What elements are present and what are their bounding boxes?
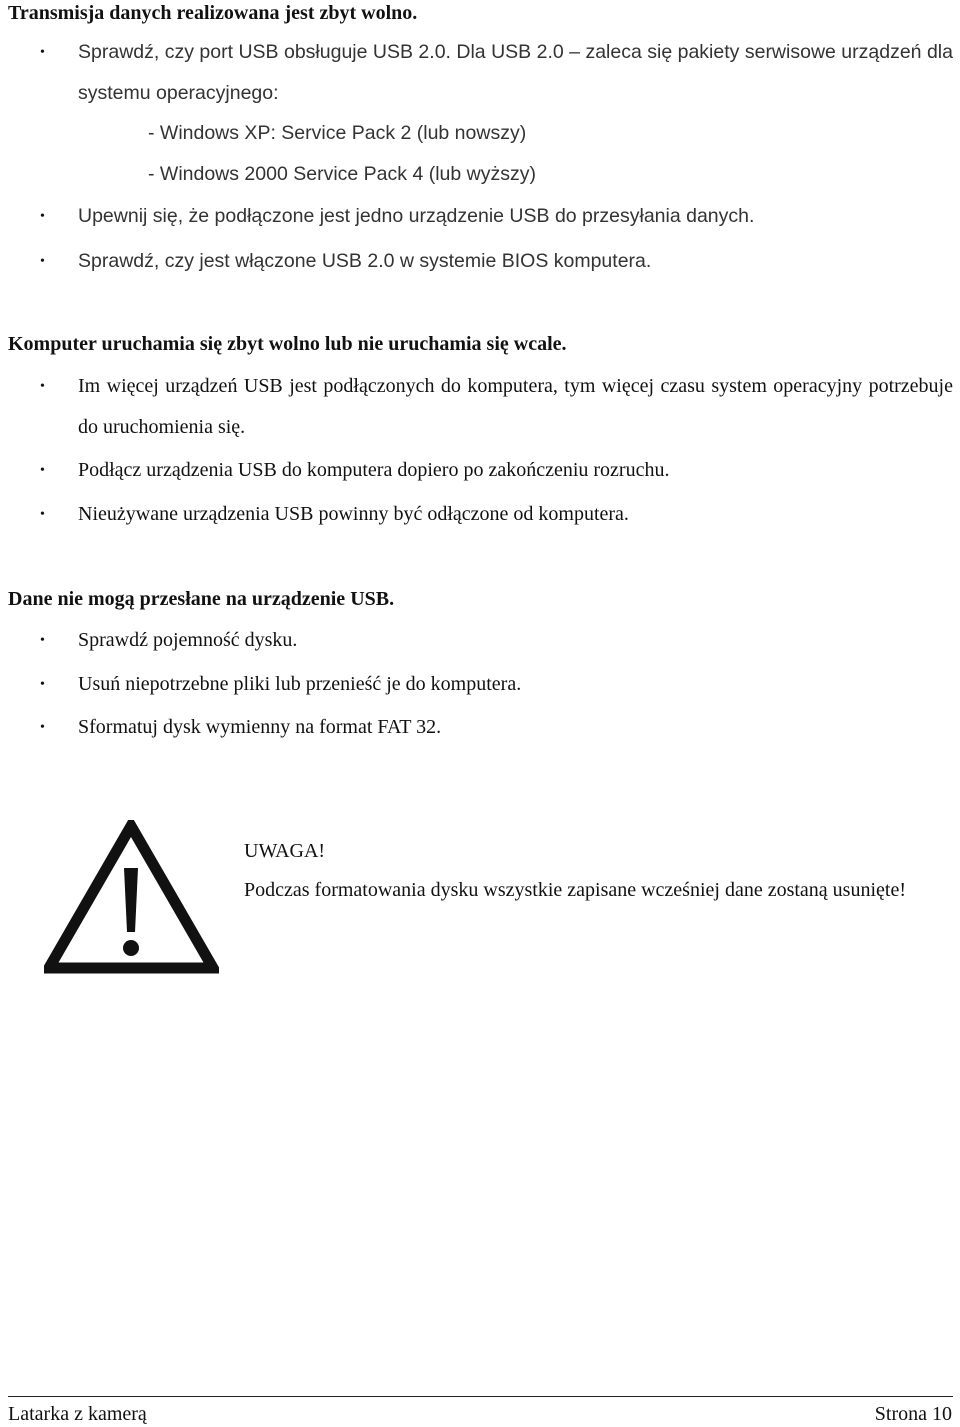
- sub-item-text: - Windows XP: Service Pack 2 (lub nowszy): [148, 122, 527, 144]
- section-heading-cannot-transfer: Dane nie mogą przesłane na urządzenie USB.: [8, 588, 395, 610]
- list-item-text: Sprawdź, czy port USB obsługuje USB 2.0. Dla USB 2.0 – zaleca się pakiety serwisowe urządzeń dla systemu operacyjnego:: [78, 41, 953, 104]
- list-item: [0, 494, 960, 535]
- bullet-icon: •: [40, 463, 45, 478]
- page-number: Strona 10: [874, 1403, 952, 1425]
- list-item: [0, 620, 960, 661]
- list-item: [0, 450, 960, 491]
- list-item-text: Usuń niepotrzebne pliki lub przenieść je do komputera.: [78, 673, 522, 695]
- list-item-text: Im więcej urządzeń USB jest podłączonych do komputera, tym więcej czasu system operacyjny potrzebuje do uruchomienia się.: [78, 375, 953, 438]
- bullet-icon: •: [40, 254, 45, 269]
- bullet-icon: •: [40, 677, 45, 692]
- list-item: [0, 664, 960, 705]
- list-item: [0, 196, 960, 237]
- list-item: [0, 366, 960, 448]
- list-item-text: Sformatuj dysk wymienny na format FAT 32.: [78, 716, 442, 738]
- sub-item-text: - Windows 2000 Service Pack 4 (lub wyższy): [148, 163, 536, 185]
- list-item: [0, 32, 960, 114]
- bullet-icon: •: [40, 720, 45, 735]
- list-item: [0, 241, 960, 282]
- warning-title: UWAGA!: [244, 840, 326, 862]
- section-heading-slow-transfer: Transmisja danych realizowana jest zbyt wolno.: [8, 2, 418, 24]
- list-item-text: Upewnij się, że podłączone jest jedno urządzenie USB do przesyłania danych.: [78, 205, 755, 227]
- warning-text: Podczas formatowania dysku wszystkie zapisane wcześniej dane zostaną usunięte!: [244, 879, 906, 901]
- footer-title: Latarka z kamerą: [8, 1403, 147, 1425]
- bullet-icon: •: [40, 633, 45, 648]
- footer-divider: [8, 1396, 953, 1397]
- list-item-text: Nieużywane urządzenia USB powinny być odłączone od komputera.: [78, 503, 629, 525]
- list-item-text: Sprawdź, czy jest włączone USB 2.0 w systemie BIOS komputera.: [78, 250, 652, 272]
- bullet-icon: •: [40, 507, 45, 522]
- list-item: [0, 707, 960, 748]
- bullet-icon: •: [40, 379, 45, 394]
- list-item-text: Sprawdź pojemność dysku.: [78, 629, 298, 651]
- bullet-icon: •: [40, 209, 45, 224]
- warning-triangle-icon: [44, 820, 219, 975]
- bullet-icon: •: [40, 45, 45, 60]
- list-item-text: Podłącz urządzenia USB do komputera dopiero po zakończeniu rozruchu.: [78, 459, 670, 481]
- section-heading-slow-boot: Komputer uruchamia się zbyt wolno lub nie uruchamia się wcale.: [8, 333, 567, 355]
